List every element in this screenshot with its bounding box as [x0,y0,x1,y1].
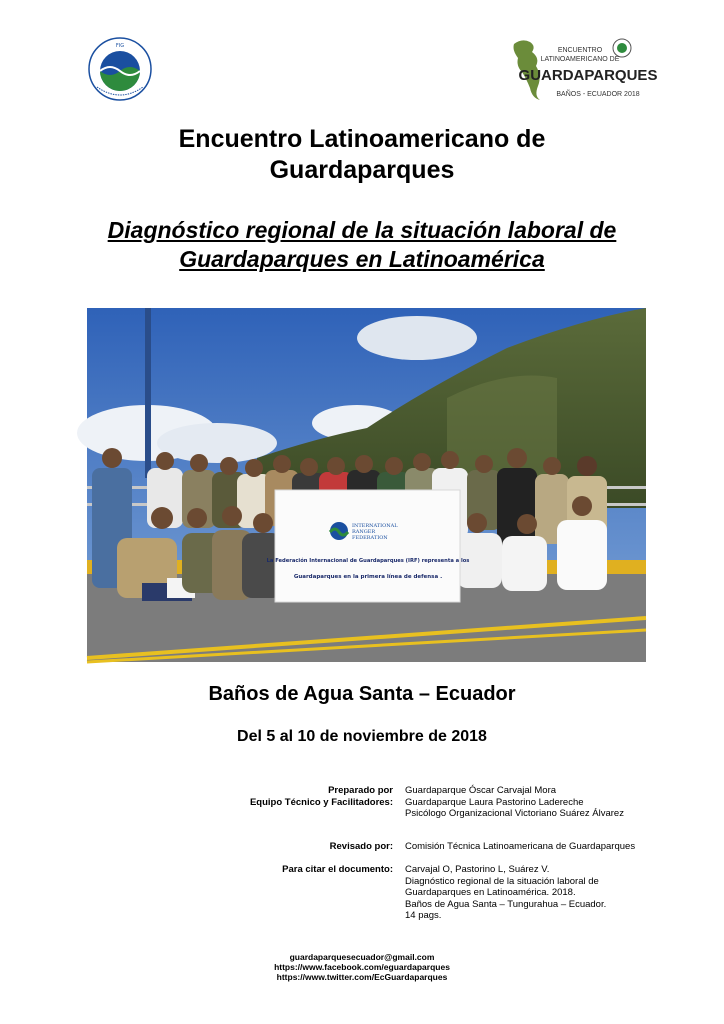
prepared-by-label: Preparado por [328,785,393,796]
prepared-by-value: Guardaparque Laura Pastorino Ladereche [405,796,584,808]
logo-line-2: LATINOAMERICANO DE [540,56,620,63]
cite-label: Para citar el documento: [282,864,393,875]
cite-value: Carvajal O, Pastorino L, Suárez V. [405,864,550,875]
contact-facebook-link[interactable]: https://www.facebook.com/eguardaparques [274,962,450,972]
event-dates: Del 5 al 10 de noviembre de 2018 [237,728,487,745]
irf-banner [275,490,460,602]
contact-twitter-link[interactable]: https://www.twitter.com/EcGuardaparques [276,972,448,982]
logo-line-1: ENCUENTRO [557,47,603,54]
banner-text-line-2: Guardaparques en la primera línea de defensa . [293,574,443,580]
reviewed-by-label: Revisado por: [329,841,393,852]
banner-text-line-1: La Federación Internacional de Guardaparques (IRF) representa a los [266,558,470,564]
cite-value: Baños de Agua Santa – Tungurahua – Ecuador. [405,898,607,910]
cite-value: Diagnóstico regional de la situación laboral de [405,875,599,887]
group-photo [87,308,646,662]
contact-email[interactable]: guardaparquesecuador@gmail.com [289,952,435,962]
banner-org-line-1: INTERNATIONAL [352,523,398,529]
logo-line-4: BAÑOS - ECUADOR 2018 [556,91,640,98]
document-title-line-1: Encuentro Latinoamericano de [178,125,546,153]
ranger-federation-logo [87,37,153,101]
prepared-by-value: Psicólogo Organizacional Victoriano Suárez Álvarez [405,808,624,819]
document-title-line-2: Guardaparques [269,156,455,184]
event-location: Baños de Agua Santa – Ecuador [208,683,516,705]
logo-line-3: GUARDAPARQUES [518,67,658,84]
event-logo [510,36,658,102]
cite-value: 14 pags. [405,910,442,921]
banner-org-line-2: RANGER [352,529,376,535]
reviewed-by-value: Comisión Técnica Latinoamericana de Guardaparques [405,841,636,852]
document-subtitle-line-2: Guardaparques en Latinoamérica [179,246,545,272]
prepared-by-value: Guardaparque Óscar Carvajal Mora [405,785,557,796]
logo-ring-text: FIG [115,43,125,49]
cite-value: Guardaparques en Latinoamérica. 2018. [405,887,576,898]
document-subtitle-line-1: Diagnóstico regional de la situación laboral de [107,217,617,243]
banner-org-line-3: FEDERATION [352,535,388,541]
team-label: Equipo Técnico y Facilitadores: [249,796,393,808]
